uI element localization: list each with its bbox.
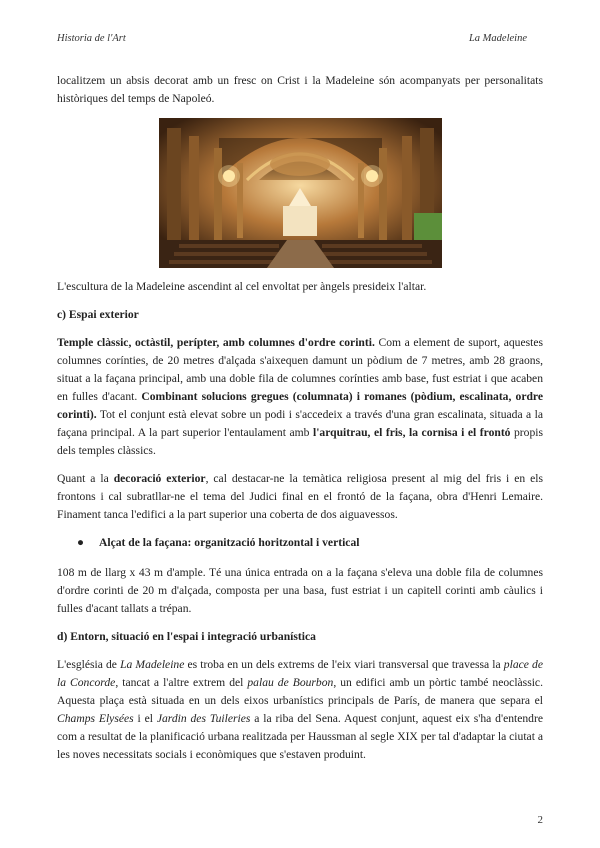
photo-caption: L'escultura de la Madeleine ascendint al cel envoltat per àngels presideix l'altar.: [57, 280, 427, 293]
text-run: , tancat a l'altre extrem del: [115, 676, 248, 689]
bold-phrase: l'arquitrau, el fris, la cornisa i el frontó: [312, 426, 511, 439]
section-c-paragraph-1: [57, 334, 543, 460]
italic-phrase: La Madeleine: [120, 658, 185, 671]
bold-phrase: Combinant solucions gregues (columnata) i romanes (pòdium, escalinata, ordre corinti).: [57, 390, 544, 421]
text-run: L'església de: [57, 658, 121, 671]
italic-phrase: palau de Bourbon: [247, 676, 334, 689]
bold-phrase: Temple clàssic, octàstil, perípter, amb columnes d'ordre corinti.: [57, 336, 375, 349]
text-run: Quant a la: [57, 472, 114, 485]
running-header-left: Historia de l'Art: [57, 33, 126, 44]
section-c-heading: c) Espai exterior: [57, 308, 139, 321]
text-run: Com a element de suport, aquestes columnes corínties, de 20 metres d'alçada s'aixequen damunt un pòdium de 7 metres, amb 28 graons, situat a la façana principal, amb una doble fila de columnes corínties amb base, fust estriat i que acaben en fulles d'acant.: [57, 336, 543, 403]
text-run: propis dels temples clàssics.: [57, 426, 543, 457]
italic-phrase: Champs Elysées: [57, 712, 134, 725]
italic-phrase: Jardin des Tuileries: [156, 712, 251, 725]
section-d-heading: d) Entorn, situació en l'espai i integració urbanística: [57, 630, 316, 643]
page-number: 2: [537, 814, 543, 826]
bold-phrase: decoració exterior: [113, 472, 206, 485]
bullet-item: [77, 534, 543, 552]
text-run: i el: [133, 712, 157, 725]
italic-phrase: place de la Concorde: [57, 658, 543, 689]
text-run: , un edifici amb un pòrtic també neoclàssic. Aquesta plaça està situada en un dels eixos urbanístics principals de París, de manera que separa el: [57, 676, 543, 707]
page-body: [57, 72, 543, 764]
text-run: Tot el conjunt està elevat sobre un podi i s'accedeix a través d'una gran escalinata, situada a la façana principal. A la part superior l'entaulament amb: [57, 408, 543, 439]
text-run: es troba en un dels extrems de l'eix viari transversal que travessa la: [184, 658, 504, 671]
intro-paragraph: localitzem un absis decorat amb un fresc on Crist i la Madeleine són acompanyats per personalitats històriques del temps de Napoleó.: [57, 74, 543, 105]
madeleine-interior-photo: [159, 118, 442, 268]
bullet-text: Alçat de la façana: organització horitzontal i vertical: [99, 536, 360, 549]
bullet-dot-icon: ●: [77, 536, 85, 549]
section-d-paragraph: [57, 656, 543, 764]
text-run: , cal destacar-ne la temàtica religiosa present al mig del fris i en els frontons i cal subratllar-ne el tema del Judici final en el frontó de la façana, obra d'Henri Lemaire. Finament tanca l'edifici a la part superior una coberta de dos aiguavessos.: [57, 472, 543, 521]
text-run: a la riba del Sena. Aquest conjunt, aquest eix s'ha d'entendre com a resultat de la planificació urbana realitzada per Haussman al segle XIX per tal d'adaptar la ciutat a les noves necessitats socials i econòmiques que s'estaven produint.: [57, 712, 543, 761]
running-header-right: La Madeleine: [468, 33, 527, 44]
photo-container: [57, 118, 543, 268]
section-c-paragraph-2: [57, 470, 543, 524]
section-c-paragraph-3: 108 m de llarg x 43 m d'ample. Té una única entrada on a la façana s'eleva una doble fila de columnes d'ordre corinti de 20 m d'alçada, composta per una basa, fust estriat i un capitell corinti amb càulics i fulles d'acant tallats a trépan.: [57, 566, 543, 615]
